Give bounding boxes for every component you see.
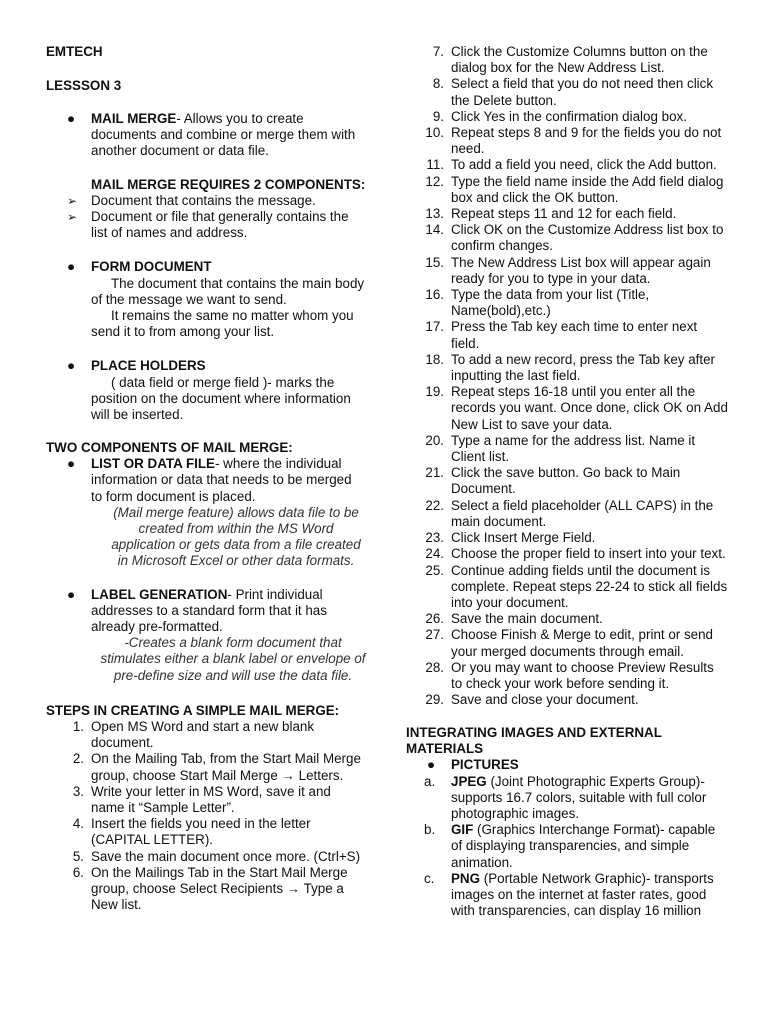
step-text: Type the data from your list (Title, Name(bold),etc.) [451, 287, 650, 319]
requires-item-text: Document or file that generally contains the list of names and address. [91, 209, 349, 241]
requires-item-text: Document that contains the message. [91, 192, 316, 208]
step-item [406, 692, 728, 708]
step-text: Repeat steps 8 and 9 for the fields you do not need. [451, 125, 722, 157]
step-text: Click Insert Merge Field. [451, 530, 596, 546]
step-text: Click the Customize Columns button on the dialog box for the New Address List. [451, 44, 708, 76]
bullet-label-generation [46, 587, 366, 636]
step-item [406, 627, 728, 659]
form-document-line2: It remains the same no matter whom you send it to from among your list. [91, 308, 354, 340]
step-number: 20. [425, 432, 444, 448]
step-text: To add a new record, press the Tab key after inputting the last field. [451, 351, 715, 384]
step-item [406, 384, 728, 433]
step-number: 21. [425, 465, 444, 481]
step-number: 8. [432, 76, 444, 92]
bullet-icon: ● [67, 456, 76, 472]
step-text: On the Mailing Tab, from the Start Mail Merge group, choose Start Mail Merge → Letters. [91, 751, 361, 783]
step-number: 27. [425, 627, 444, 643]
step-item [406, 319, 728, 351]
step-item [406, 125, 728, 157]
step-item [46, 816, 366, 848]
format-item [406, 871, 728, 920]
format-text: (Graphics Interchange Format)- capable of displaying transparencies, and simple animation. [451, 822, 716, 870]
bullet-place-holders [46, 358, 366, 374]
requires-item [46, 209, 366, 241]
step-number: 4. [72, 816, 84, 832]
format-letter: a. [424, 773, 436, 789]
step-number: 11. [426, 157, 444, 173]
right-column [406, 44, 728, 919]
step-text: On the Mailings Tab in the Start Mail Merge group, choose Select Recipients → Type a New list. [91, 864, 348, 913]
step-text: Click OK on the Customize Address list box to confirm changes. [451, 222, 724, 254]
step-item [406, 222, 728, 254]
step-item [406, 157, 728, 173]
step-text: Write your letter in MS Word, save it and name it “Sample Letter”. [91, 783, 331, 815]
list-or-data-desc: - where the individual information or data that needs to be merged to form document is placed. [91, 456, 352, 504]
step-number: 23. [425, 530, 444, 546]
step-text: Save the main document once more. (Ctrl+S) [91, 848, 361, 864]
step-item [406, 255, 728, 287]
step-number: 15. [425, 254, 444, 270]
format-term: PNG [451, 870, 481, 886]
step-text: Continue adding fields until the document is complete. Repeat steps 22-24 to stick all fields into your document. [451, 562, 728, 610]
step-text: Type the field name inside the Add field dialog box and click the OK button. [451, 173, 724, 205]
step-text: Or you may want to choose Preview Results to check your work before sending it. [451, 659, 714, 691]
step-number: 18. [425, 351, 444, 367]
steps-list-right [406, 44, 728, 708]
step-text: Save the main document. [451, 611, 603, 627]
term-mail-merge: MAIL MERGE [91, 111, 177, 126]
bullet-icon: ● [427, 757, 436, 773]
step-number: 13. [425, 206, 444, 222]
step-text: The New Address List box will appear again ready for you to type in your data. [451, 254, 711, 286]
step-number: 6. [72, 864, 84, 880]
step-item [406, 287, 728, 319]
format-letter: c. [424, 870, 435, 886]
format-item [406, 822, 728, 871]
step-number: 10. [425, 125, 444, 141]
step-number: 22. [425, 497, 444, 513]
step-number: 9. [432, 108, 444, 124]
bullet-form-document [46, 259, 366, 275]
left-column [46, 44, 366, 913]
steps-list-left [46, 719, 366, 913]
step-number: 29. [425, 692, 444, 708]
arrow-bullet-icon: ➢ [67, 210, 78, 225]
step-item [406, 433, 728, 465]
format-term: GIF [451, 822, 474, 838]
step-number: 7. [432, 44, 444, 59]
step-item [46, 719, 366, 751]
step-text: Type a name for the address list. Name it Client list. [451, 432, 696, 465]
step-text: To add a field you need, click the Add button. [451, 157, 717, 173]
bullet-icon: ● [67, 259, 76, 275]
bullet-icon: ● [67, 111, 76, 126]
step-text: Click the save button. Go back to Main Document. [451, 465, 681, 497]
step-item [406, 109, 728, 125]
step-item [46, 784, 366, 816]
bullet-list-or-data [46, 456, 366, 505]
requires-heading: MAIL MERGE REQUIRES 2 COMPONENTS: [91, 176, 366, 192]
step-text: Press the Tab key each time to enter next field. [451, 319, 698, 351]
step-text: Select a field placeholder (ALL CAPS) in the main document. [451, 497, 714, 529]
format-item [406, 774, 728, 823]
step-number: 2. [72, 751, 84, 767]
step-text: Repeat steps 16-18 until you enter all the records you want. Once done, click OK on Add New List to save your data. [451, 384, 728, 432]
step-item [406, 546, 728, 562]
step-number: 5. [72, 848, 84, 864]
step-item [406, 44, 728, 76]
step-item [406, 206, 728, 222]
step-number: 24. [425, 546, 444, 562]
step-text: Insert the fields you need in the letter (CAPITAL LETTER). [91, 816, 311, 848]
step-number: 26. [425, 611, 444, 627]
label-generation-desc: - Print individual addresses to a standard form that it has already pre-formatted. [91, 586, 327, 635]
step-number: 17. [425, 319, 444, 335]
step-item [406, 660, 728, 692]
format-text: (Portable Network Graphic)- transports images on the internet at faster rates, good with transparencies, can display 16 million [451, 870, 714, 919]
term-form-document: FORM DOCUMENT [91, 259, 212, 275]
term-label-generation: LABEL GENERATION [91, 586, 228, 602]
step-item [46, 751, 366, 783]
step-item [406, 174, 728, 206]
step-number: 25. [425, 562, 444, 578]
label-generation-note: -Creates a blank form document that stimulates either a blank label or envelope of pre-define size and will use the data file. [100, 635, 366, 683]
step-text: Save and close your document. [451, 692, 639, 708]
step-text: Repeat steps 11 and 12 for each field. [451, 206, 677, 222]
term-list-or-data: LIST OR DATA FILE [91, 456, 215, 472]
step-text: Open MS Word and start a new blank document. [91, 718, 315, 751]
step-item [406, 611, 728, 627]
list-or-data-note: (Mail merge feature) allows data file to be created from within the MS Word application or gets data from a file created in Microsoft Excel or other data formats. [111, 504, 361, 569]
format-term: JPEG [451, 773, 487, 789]
course-title: EMTECH [46, 44, 103, 59]
step-item [406, 76, 728, 108]
step-number: 14. [425, 222, 444, 238]
step-item [46, 865, 366, 914]
steps-heading: STEPS IN CREATING A SIMPLE MAIL MERGE: [46, 702, 340, 718]
bullet-pictures [406, 757, 728, 773]
step-number: 1. [72, 718, 84, 734]
pictures-heading: PICTURES [451, 757, 519, 773]
step-number: 16. [425, 287, 444, 303]
place-holders-desc: ( data field or merge field )- marks the position on the document where information will be inserted. [91, 374, 351, 423]
step-number: 3. [72, 783, 84, 799]
lesson-title: LESSSON 3 [46, 78, 122, 93]
step-number: 19. [425, 384, 444, 400]
step-item [46, 849, 366, 865]
step-text: Choose the proper field to insert into your text. [451, 546, 726, 562]
format-letter: b. [424, 822, 436, 838]
bullet-icon: ● [67, 358, 76, 374]
step-item [406, 465, 728, 497]
step-item [406, 498, 728, 530]
step-text: Choose Finish & Merge to edit, print or send your merged documents through email. [451, 627, 713, 659]
step-item [406, 352, 728, 384]
step-item [406, 530, 728, 546]
mail-merge-desc: - Allows you to create documents and combine or merge them with another document or data file. [91, 111, 356, 159]
bullet-icon: ● [67, 586, 76, 602]
term-place-holders: PLACE HOLDERS [91, 358, 206, 374]
two-components-heading: TWO COMPONENTS OF MAIL MERGE: [46, 440, 293, 456]
form-document-line1: The document that contains the main body of the message we want to send. [91, 275, 365, 307]
bullet-mail-merge [46, 111, 366, 160]
arrow-bullet-icon: ➢ [67, 193, 78, 208]
step-item [406, 563, 728, 612]
step-text: Select a field that you do not need then click the Delete button. [451, 76, 714, 108]
step-number: 12. [425, 173, 444, 189]
step-text: Click Yes in the confirmation dialog box. [451, 108, 687, 124]
format-text: (Joint Photographic Experts Group)- supports 16.7 colors, suitable with full color photographic images. [451, 773, 707, 821]
requires-item [46, 193, 366, 209]
integrating-heading: INTEGRATING IMAGES AND EXTERNAL MATERIALS [406, 725, 662, 757]
step-number: 28. [425, 659, 444, 675]
